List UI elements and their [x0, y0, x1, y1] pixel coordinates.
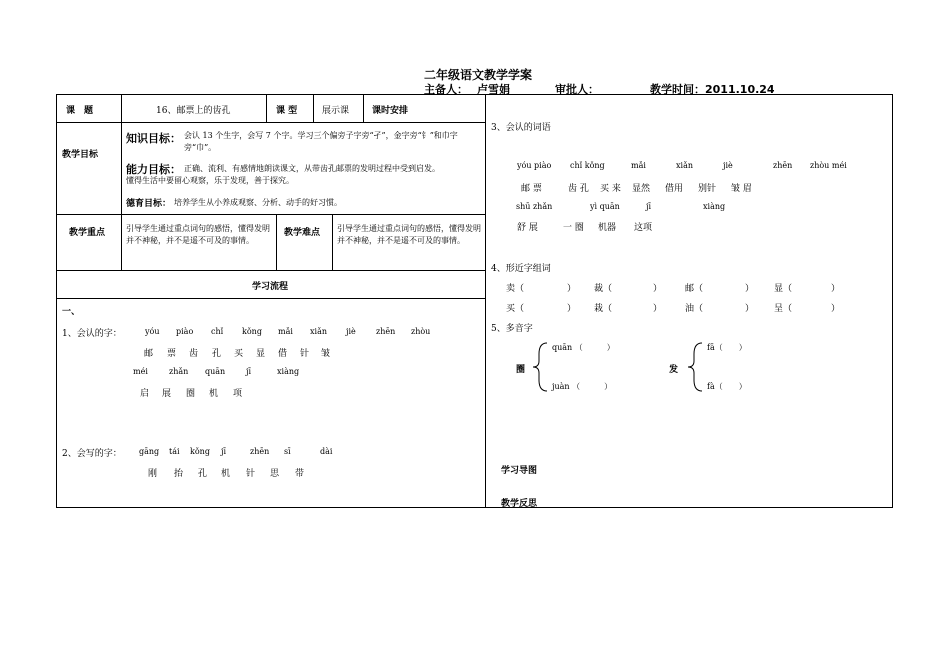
word: 邮 票: [521, 184, 542, 194]
schedule-label: 课时安排: [372, 106, 409, 116]
similar-blank: ）: [831, 284, 841, 294]
pinyin: yóu piào: [517, 161, 552, 170]
hanzi: 机: [221, 469, 231, 479]
pinyin: mǎi: [278, 327, 293, 336]
words-label: 3、会认的词语: [491, 123, 551, 133]
polyphone-reading: juàn （ ）: [552, 382, 613, 391]
similar-blank: ）: [653, 304, 663, 314]
pinyin: gāng: [139, 447, 160, 456]
hanzi: 票: [167, 349, 177, 359]
hanzi: 针: [246, 469, 256, 479]
hanzi: 邮: [144, 349, 154, 359]
pinyin: piào: [176, 327, 194, 336]
word: 舒 展: [517, 223, 538, 233]
hanzi: 显: [256, 349, 266, 359]
hanzi: 刚: [148, 469, 158, 479]
word: 机器: [598, 223, 617, 233]
similar-blank: ）: [745, 284, 755, 294]
lesson-table: [56, 94, 893, 508]
pinyin: zhēn: [250, 447, 270, 456]
similar-blank: ）: [567, 304, 577, 314]
polyphone-reading: fà（ ）: [707, 382, 747, 391]
hanzi: 启: [140, 389, 150, 399]
pinyin: kǒng: [242, 327, 262, 336]
similar-blank: 买（: [506, 304, 525, 314]
pinyin: zhēn: [773, 161, 793, 170]
preparer-name: 卢雪娟: [477, 83, 510, 96]
focus-text: 引导学生通过重点词句的感悟，懂得发明并不神秘，并不是遥不可及的事情。: [126, 224, 270, 245]
pinyin: zhǎn: [169, 367, 189, 376]
pinyin: chǐ kǒng: [570, 161, 605, 170]
ability-goal-text: 正确、流利、有感情地朗读课文，从带齿孔邮票的发明过程中受到启发。: [184, 164, 440, 173]
pinyin: dài: [320, 447, 333, 456]
hanzi: 齿: [189, 349, 199, 359]
teaching-time: 教学时间：2011.10.24: [650, 83, 775, 96]
similar-blank: ）: [567, 284, 577, 294]
pinyin: quān: [205, 367, 226, 376]
goals-label: 教学目标: [62, 150, 99, 160]
topic-label: 课 题: [66, 106, 94, 116]
knowledge-goal-text: 会认 13 个生字，会写 7 个字。学习三个偏旁子字旁“孑”，金字旁“钅”和巾字旁“巾”。: [184, 131, 458, 152]
hanzi: 孔: [198, 469, 208, 479]
hanzi: 带: [295, 469, 305, 479]
hanzi: 买: [234, 349, 244, 359]
similar-blank: ）: [831, 304, 841, 314]
hanzi: 借: [278, 349, 288, 359]
recognize-label: 1、会认的字：: [62, 329, 122, 339]
polyphone-label: 5、多音字: [491, 324, 533, 334]
pinyin: xiǎn: [310, 327, 327, 336]
knowledge-goal-label: 知识目标：: [126, 132, 181, 145]
word: 买 来: [600, 184, 621, 194]
pinyin: jī: [646, 202, 652, 211]
similar-blank: ）: [745, 304, 755, 314]
learning-flow-label: 学习流程: [252, 282, 289, 292]
cell-divider: [363, 94, 364, 122]
reviewer-label: 审批人：: [555, 83, 599, 96]
pinyin: tái: [169, 447, 180, 456]
hanzi: 展: [162, 389, 172, 399]
word: 皱 眉: [731, 184, 752, 194]
hanzi: 针: [300, 349, 310, 359]
moral-goal-label: 德育目标：: [126, 199, 172, 209]
ability-goal-text-2: 懂得生活中要留心观察，乐于发现，善于探究。: [126, 176, 294, 185]
word: 别针: [698, 184, 717, 194]
row-divider: [56, 298, 485, 299]
pinyin: shū zhǎn: [516, 202, 553, 211]
pinyin: sī: [284, 447, 291, 456]
left-brace-icon: [532, 341, 548, 393]
type-label: 课 型: [276, 106, 298, 116]
ability-goal-label: 能力目标：: [126, 163, 181, 176]
pinyin: jiè: [723, 161, 733, 170]
write-label: 2、会写的字：: [62, 449, 122, 459]
focus-label: 教学重点: [69, 228, 106, 238]
word: 借用: [665, 184, 684, 194]
pinyin: jī: [246, 367, 252, 376]
pinyin: yì quān: [590, 202, 620, 211]
cell-divider: [276, 214, 277, 270]
hanzi: 孔: [212, 349, 222, 359]
pinyin: méi: [133, 367, 148, 376]
similar-blank: 栽（: [594, 304, 613, 314]
pinyin: zhēn: [376, 327, 396, 336]
hanzi: 思: [270, 469, 280, 479]
word: 这项: [634, 223, 653, 233]
preparer-label: 主备人：: [424, 83, 468, 96]
similar-label: 4、形近字组词: [491, 264, 551, 274]
similar-blank: 裁（: [594, 284, 613, 294]
pinyin: xiàng: [703, 202, 726, 211]
hanzi: 圈: [186, 389, 196, 399]
row-divider: [56, 270, 485, 271]
pinyin: zhòu: [411, 327, 431, 336]
pinyin: xiàng: [277, 367, 300, 376]
moral-goal-text: 培养学生从小养成观察、分析、动手的好习惯。: [174, 198, 342, 207]
pinyin: yóu: [145, 327, 160, 336]
hanzi: 机: [209, 389, 219, 399]
pinyin: chǐ: [211, 327, 224, 336]
polyphone-char-fa: 发: [669, 365, 679, 375]
word: 显然: [632, 184, 651, 194]
hanzi: 项: [233, 389, 243, 399]
difficulty-text: 引导学生通过重点词句的感悟，懂得发明并不神秘，并不是遥不可及的事情。: [337, 224, 481, 245]
cell-divider: [121, 94, 122, 270]
word: 齿 孔: [568, 184, 589, 194]
polyphone-reading: fā（ ）: [707, 343, 747, 352]
cell-divider: [332, 214, 333, 270]
similar-blank: ）: [653, 284, 663, 294]
word: 一 圈: [563, 223, 584, 233]
pinyin: jiè: [346, 327, 356, 336]
similar-blank: 邮（: [685, 284, 704, 294]
similar-blank: 卖（: [506, 284, 525, 294]
similar-blank: 油（: [685, 304, 704, 314]
similar-blank: 显（: [774, 284, 793, 294]
pinyin: mǎi: [631, 161, 646, 170]
topic-value: 16、邮票上的齿孔: [156, 106, 231, 116]
reflection-label: 教学反思: [501, 499, 538, 509]
hanzi: 皱: [321, 349, 331, 359]
cell-divider: [313, 94, 314, 122]
pinyin: zhòu méi: [810, 161, 847, 170]
polyphone-reading: quān （ ）: [552, 343, 615, 352]
type-value: 展示课: [322, 106, 350, 116]
column-divider: [485, 94, 486, 508]
pinyin: kǒng: [190, 447, 210, 456]
hanzi: 抬: [174, 469, 184, 479]
study-guide-label: 学习导图: [501, 466, 538, 476]
difficulty-label: 教学难点: [284, 228, 321, 238]
left-brace-icon: [687, 341, 703, 393]
similar-blank: 呈（: [774, 304, 793, 314]
cell-divider: [266, 94, 267, 122]
doc-title: 二年级语文教学学案: [424, 68, 533, 82]
polyphone-char-quan: 圈: [516, 365, 526, 375]
section-one: 一、: [62, 307, 81, 317]
pinyin: xiǎn: [676, 161, 693, 170]
pinyin: jī: [221, 447, 227, 456]
